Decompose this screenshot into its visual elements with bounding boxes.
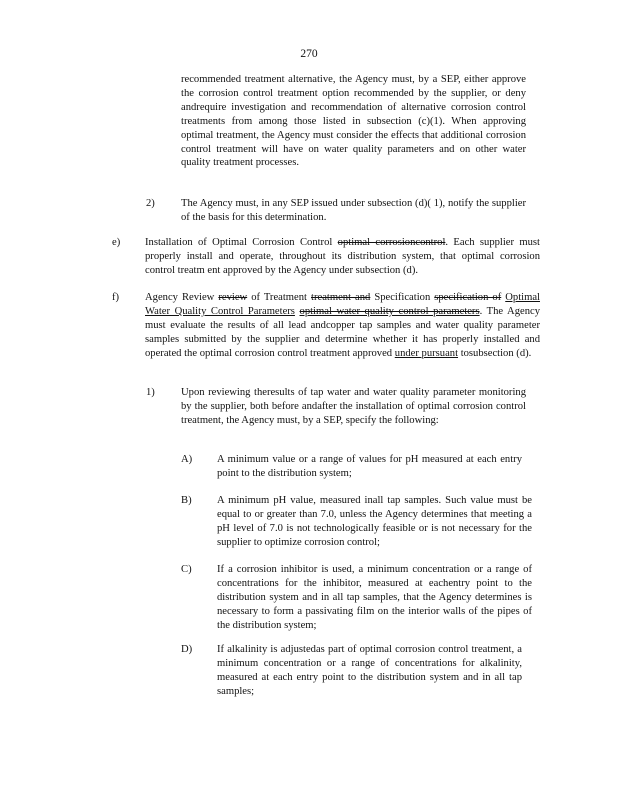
item-e-struck-text: optimal corrosioncontrol: [337, 237, 446, 248]
item-d-text: If alkalinity is adjustedas part of optimal corrosion control treatment, a minimum concentration or a range of concentrations for alkalinity, measured at each entry point to the distribution system and in all tap samples;: [217, 644, 522, 697]
item-b-label: B): [181, 495, 192, 506]
item-f-text-3: Specification: [374, 292, 431, 303]
item-a-label: A): [181, 454, 193, 465]
item-f-paragraph: [145, 291, 540, 361]
item-c-label: C): [181, 564, 192, 575]
item-f-struck-1: review: [218, 292, 248, 303]
intro-paragraph: recommended treatment alternative, the Agency must, by a SEP, either approve the corrosion control treatment option recommended by the supplier, or deny andrequire investigation and recommendation of alternative corrosion control treatments from among those listed in subsection (c)(1). When approving optimal treatment, the Agency must consider the effects that additional corrosion control treatment will have on water quality parameters and on other water quality treatment processes.: [181, 74, 526, 169]
item-e-body: . Each supplier must properly install and operate, throughout its distribution system, that optimal corrosion control treatm ent approved by the Agency under subsection (d).: [145, 237, 540, 276]
item-f-struck-4: optimal water quality control parameters: [299, 305, 480, 317]
item-f-text-2: of Treatment: [251, 292, 307, 303]
item-2-text: The Agency must, in any SEP issued under subsection (d)( 1), notify the supplier of the basis for this determination.: [181, 198, 526, 223]
item-e-paragraph: [145, 236, 540, 278]
item-d-label: D): [181, 644, 193, 655]
item-1-label: 1): [146, 387, 155, 398]
item-b-text: A minimum pH value, measured inall tap samples. Such value must be equal to or greater than 7.0, unless the Agency determines that meeting a pH level of 7.0 is not technologically feasible or is not necessary for the supplier to optimize corrosion control;: [217, 495, 532, 548]
page-number: 270: [300, 48, 318, 60]
item-e-label: e): [112, 237, 121, 248]
item-1-text: Upon reviewing theresults of tap water and water quality parameter monitoring by the supplier, both before andafter the installation of optimal corrosion control treatment, the Agency must, by a SEP, specify the following:: [181, 387, 526, 426]
item-c-text: If a corrosion inhibitor is used, a minimum concentration or a range of concentrations for the inhibitor, measured at eachentry point to the distribution system and in all tap samples, that the Agency determines is necessary to form a passivating film on the interior walls of the pipes of the distribution system;: [217, 564, 532, 631]
item-e-heading: Installation of Optimal Corrosion Control: [145, 237, 333, 248]
item-f-struck-3: specification of: [434, 292, 502, 303]
item-a-text: A minimum value or a range of values for pH measured at each entry point to the distribution system;: [217, 454, 522, 479]
item-f-text-5: tosubsection (d).: [460, 347, 532, 359]
item-f-struck-2: treatment and: [311, 292, 371, 303]
item-f-underlined-2: under pursuant: [394, 347, 459, 359]
item-2-label: 2): [146, 198, 155, 209]
item-f-underlined-1: Optimal Water Quality Control Parameters: [145, 292, 540, 317]
item-f-label: f): [112, 292, 120, 303]
item-f-text-1: Agency Review: [145, 292, 215, 303]
item-f-text-4: . The Agency must evaluate the results of all lead andcopper tap samples and water quality parameter samples submitted by the supplier and determine whether it has properly installed and operated the optimal corrosion control treatment approved: [145, 305, 540, 359]
